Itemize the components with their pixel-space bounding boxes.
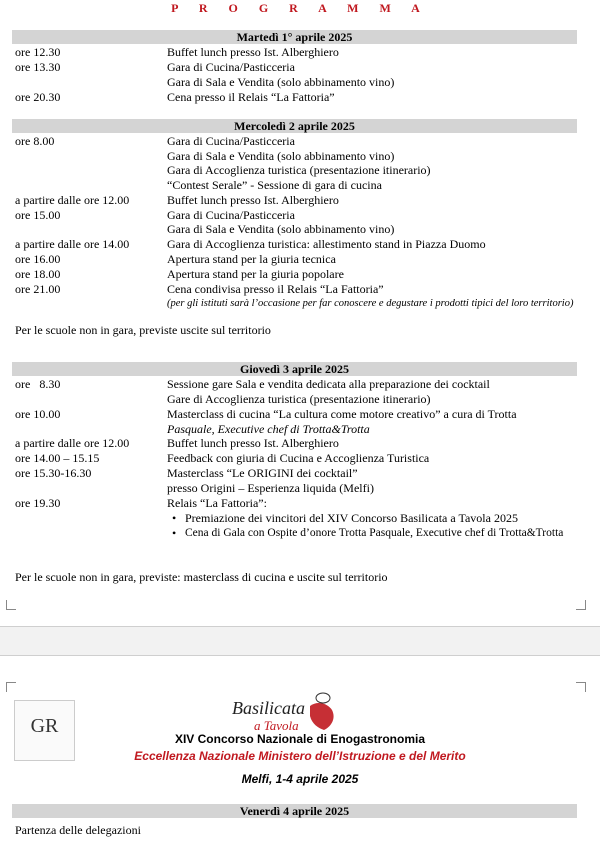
schedule-row: Pasquale, Executive chef di Trotta&Trotta [167, 422, 370, 436]
svg-text:Basilicata: Basilicata [232, 698, 305, 718]
schedule-row: a partire dalle ore 14.00 Gara di Accoglienza turistica: allestimento stand in Piazza Duomo [15, 237, 486, 251]
schedule-row: Gare di Accoglienza turistica (presentazione itinerario) [167, 392, 431, 406]
schedule-row: ore 15.00 Gara di Cucina/Pasticceria [15, 208, 295, 222]
basilicata-logo [228, 690, 358, 738]
schedule-row: “Contest Serale” - Sessione di gara di cucina [167, 178, 382, 192]
bullet-icon: • [172, 511, 177, 525]
day-header: Mercoledì 2 aprile 2025 [12, 119, 577, 133]
day-header: Martedì 1° aprile 2025 [12, 30, 577, 44]
schedule-row: ore 21.00 Cena condivisa presso il Relais “La Fattoria” [15, 282, 384, 296]
note-text: (per gli istituti sarà l’occasione per far conoscere e degustare i prodotti tipici del loro territorio) [167, 298, 574, 309]
day-header: Giovedì 3 aprile 2025 [12, 362, 577, 376]
gr-logo: GR [14, 700, 75, 761]
schedule-row: ore 19.30 Relais “La Fattoria”: [15, 496, 267, 510]
schedule-row: ore 10.00 Masterclass di cucina “La cultura come motore creativo” a cura di Trotta [15, 407, 517, 421]
schedule-row: Gara di Sala e Vendita (solo abbinamento vino) [167, 75, 395, 89]
schedule-row: a partire dalle ore 12.00 Buffet lunch presso Ist. Alberghiero [15, 193, 339, 207]
page-break [0, 626, 600, 656]
contest-title: XIV Concorso Nazionale di Enogastronomia [174, 732, 426, 746]
margin-mark [576, 682, 586, 692]
contest-date: Melfi, 1-4 aprile 2025 [241, 772, 359, 786]
schedule-row: ore 20.30 Cena presso il Relais “La Fattoria” [15, 90, 335, 104]
schedule-row: Partenza delle delegazioni [15, 823, 141, 837]
margin-mark [6, 682, 16, 692]
svg-text:a Tavola: a Tavola [254, 718, 299, 733]
schedule-row: ore 8.00 Gara di Cucina/Pasticceria [15, 134, 295, 148]
contest-subtitle: Eccellenza Nazionale Ministero dell’Istruzione e del Merito [134, 749, 466, 763]
margin-mark [576, 600, 586, 610]
footer-note: Per le scuole non in gara, previste: masterclass di cucina e uscite sul territorio [15, 570, 388, 584]
schedule-row: ore 15.30-16.30 Masterclass “Le ORIGINI dei cocktail” [15, 466, 358, 480]
schedule-row: Gara di Sala e Vendita (solo abbinamento vino) [167, 222, 395, 236]
bullet-icon: • [172, 526, 177, 540]
schedule-row: ore 14.00 – 15.15 Feedback con giuria di Cucina e Accoglienza Turistica [15, 451, 430, 465]
schedule-row: ore 8.30 Sessione gare Sala e vendita dedicata alla preparazione dei cocktail [15, 377, 490, 391]
schedule-row: ore 12.30 Buffet lunch presso Ist. Alberghiero [15, 45, 339, 59]
schedule-row: ore 16.00 Apertura stand per la giuria tecnica [15, 252, 336, 266]
schedule-row: presso Origini – Esperienza liquida (Melfi) [167, 481, 374, 495]
schedule-row: a partire dalle ore 12.00 Buffet lunch presso Ist. Alberghiero [15, 436, 339, 450]
schedule-row: Gara di Accoglienza turistica (presentazione itinerario) [167, 163, 431, 177]
day-header: Venerdì 4 aprile 2025 [12, 804, 577, 818]
page-title: P R O G R A M M A [171, 1, 429, 15]
margin-mark [6, 600, 16, 610]
footer-note: Per le scuole non in gara, previste uscite sul territorio [15, 323, 271, 337]
schedule-row: ore 18.00 Apertura stand per la giuria popolare [15, 267, 344, 281]
schedule-row: ore 13.30 Gara di Cucina/Pasticceria [15, 60, 295, 74]
schedule-row: Gara di Sala e Vendita (solo abbinamento vino) [167, 149, 395, 163]
